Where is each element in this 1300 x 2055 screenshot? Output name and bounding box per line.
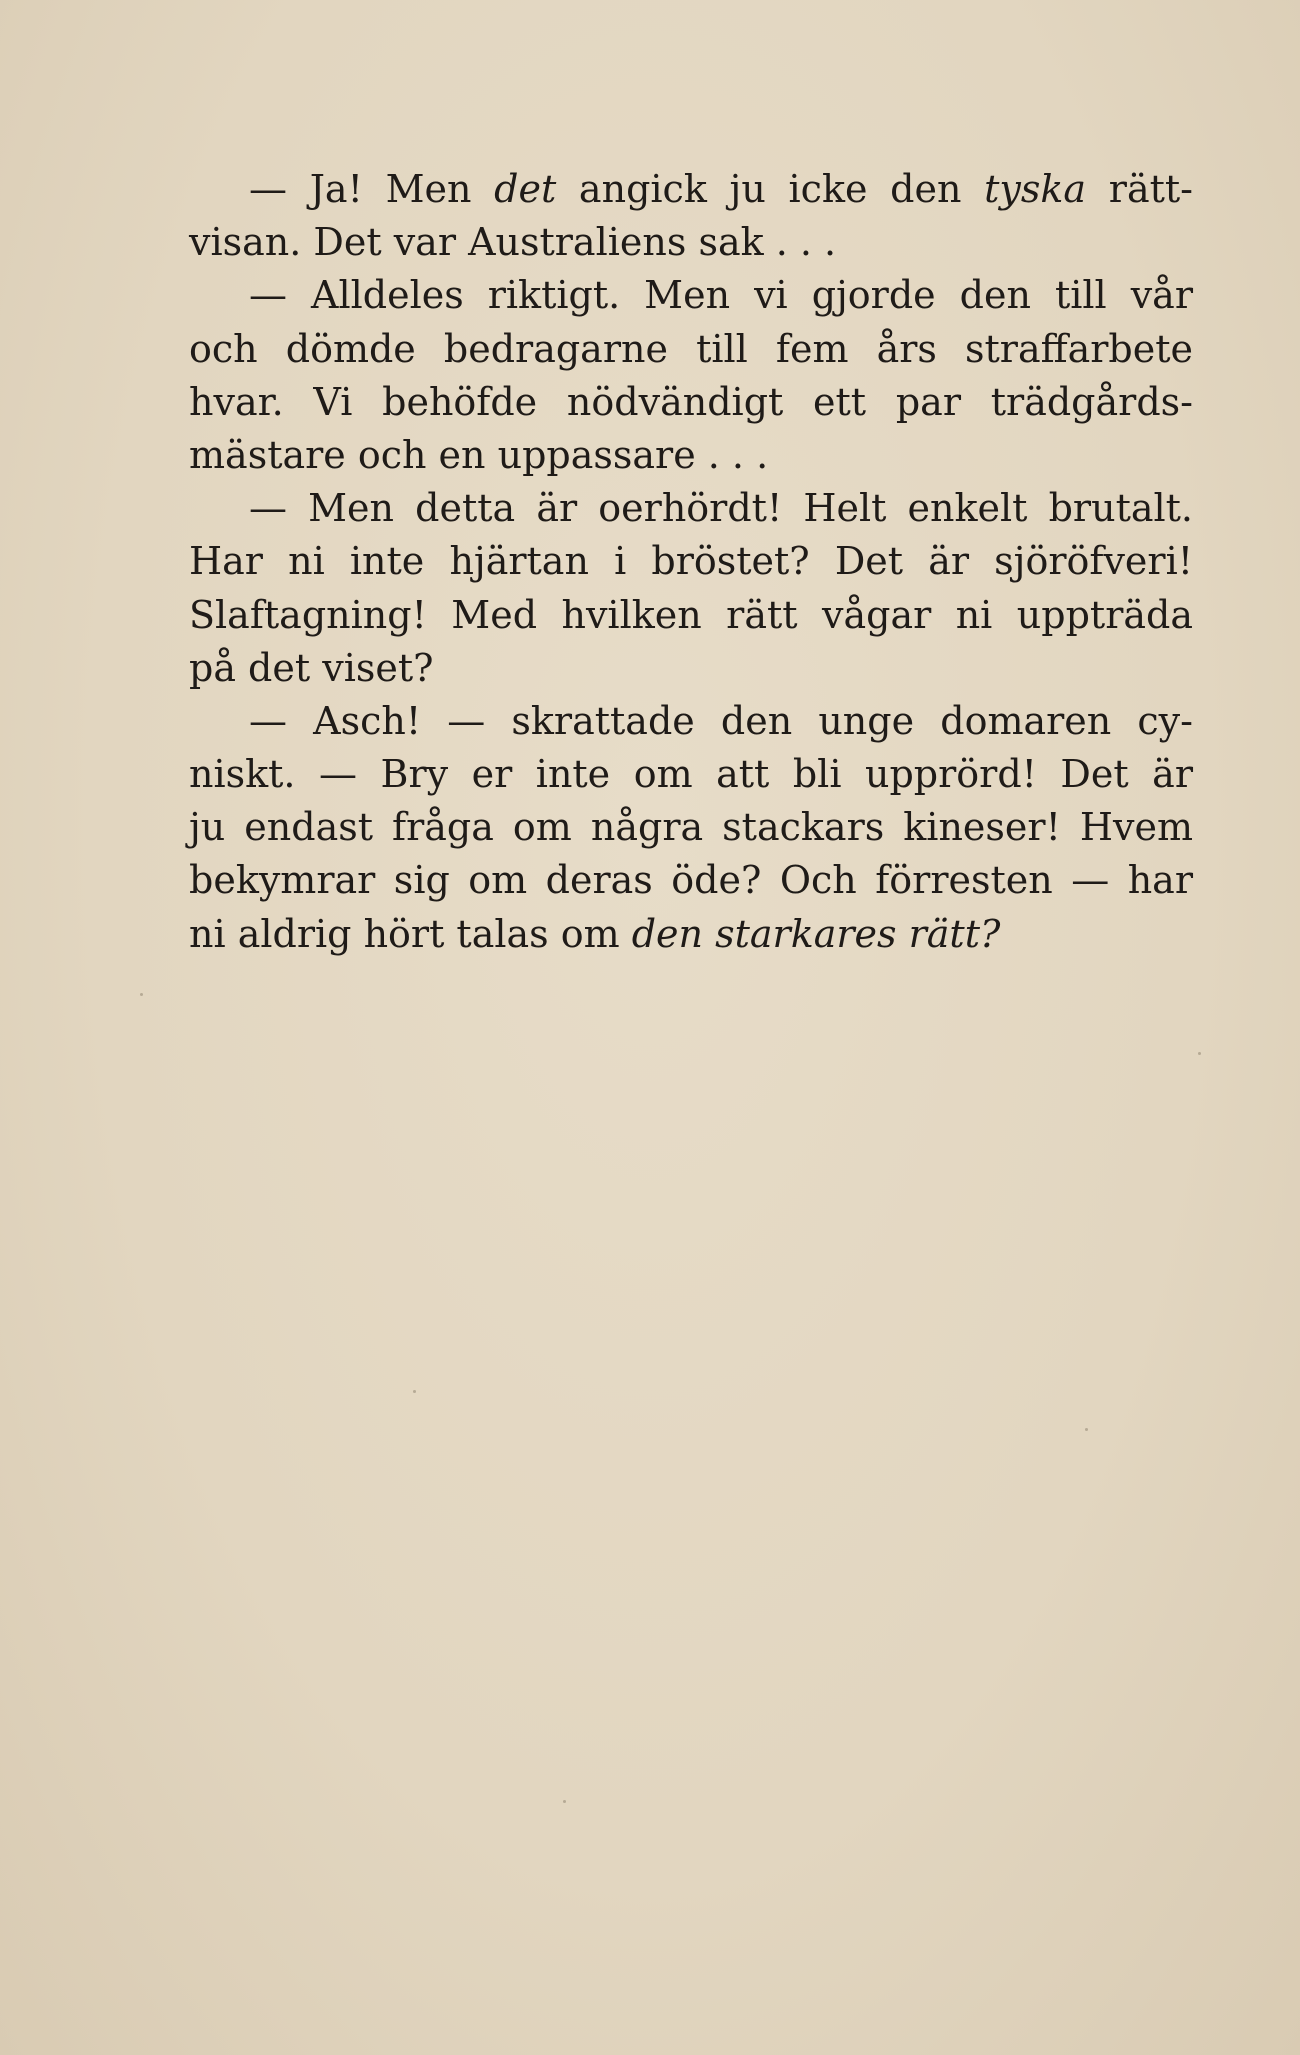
- text-segment: Slaftagning! Med hvilken rätt vågar ni uppträda: [189, 592, 1193, 637]
- paper-speck: [1198, 1052, 1201, 1055]
- text-line: [189, 854, 1193, 907]
- paper-speck: [140, 993, 143, 996]
- text-line: [189, 748, 1193, 801]
- text-line: [189, 801, 1193, 854]
- text-segment: angick ju icke den: [556, 167, 985, 211]
- text-segment: och dömde bedragarne till fem års straffarbete: [189, 326, 1193, 371]
- text-segment: Har ni inte hjärtan i bröstet? Det är sjöröfveri!: [189, 539, 1193, 584]
- text-segment: — Men detta är oerhördt! Helt enkelt brutalt.: [249, 486, 1193, 531]
- italic-text: det: [494, 167, 557, 211]
- paper-speck: [1085, 1428, 1088, 1431]
- paper-speck: [563, 1800, 566, 1803]
- text-line: [189, 695, 1193, 748]
- italic-text: den starkares rätt?: [631, 911, 1001, 956]
- text-line: [189, 535, 1193, 588]
- text-segment: ju endast fråga om några stackars kineser! Hvem: [189, 805, 1193, 850]
- text-segment: ni aldrig hört talas om: [189, 911, 632, 956]
- text-segment: rätt-: [1086, 167, 1193, 211]
- italic-text: tyska: [984, 167, 1087, 211]
- text-line: [189, 323, 1193, 376]
- text-line: [189, 376, 1193, 429]
- text-segment: hvar. Vi behöfde nödvändigt ett par trädgårds-: [189, 379, 1193, 424]
- text-segment: på det viset?: [189, 645, 434, 690]
- paper-speck: [413, 1390, 416, 1393]
- text-line: [189, 642, 1193, 695]
- text-line: [189, 908, 1193, 961]
- text-line: [189, 429, 1193, 482]
- text-segment: — Asch! — skrattade den unge domaren cy-: [249, 698, 1193, 743]
- text-segment: bekymrar sig om deras öde? Och förresten — har: [189, 858, 1193, 903]
- text-segment: visan. Det var Australiens sak . . .: [189, 220, 837, 265]
- text-line: [189, 163, 1193, 216]
- text-segment: niskt. — Bry er inte om att bli upprörd! Det är: [189, 752, 1193, 797]
- text-line: [189, 216, 1193, 269]
- text-line: [189, 269, 1193, 322]
- text-segment: — Alldeles riktigt. Men vi gjorde den till vår: [249, 273, 1193, 318]
- text-segment: mästare och en uppassare . . .: [189, 432, 769, 477]
- body-text: [189, 163, 1193, 961]
- text-line: [189, 482, 1193, 535]
- text-segment: — Ja! Men: [249, 167, 495, 211]
- text-line: [189, 589, 1193, 642]
